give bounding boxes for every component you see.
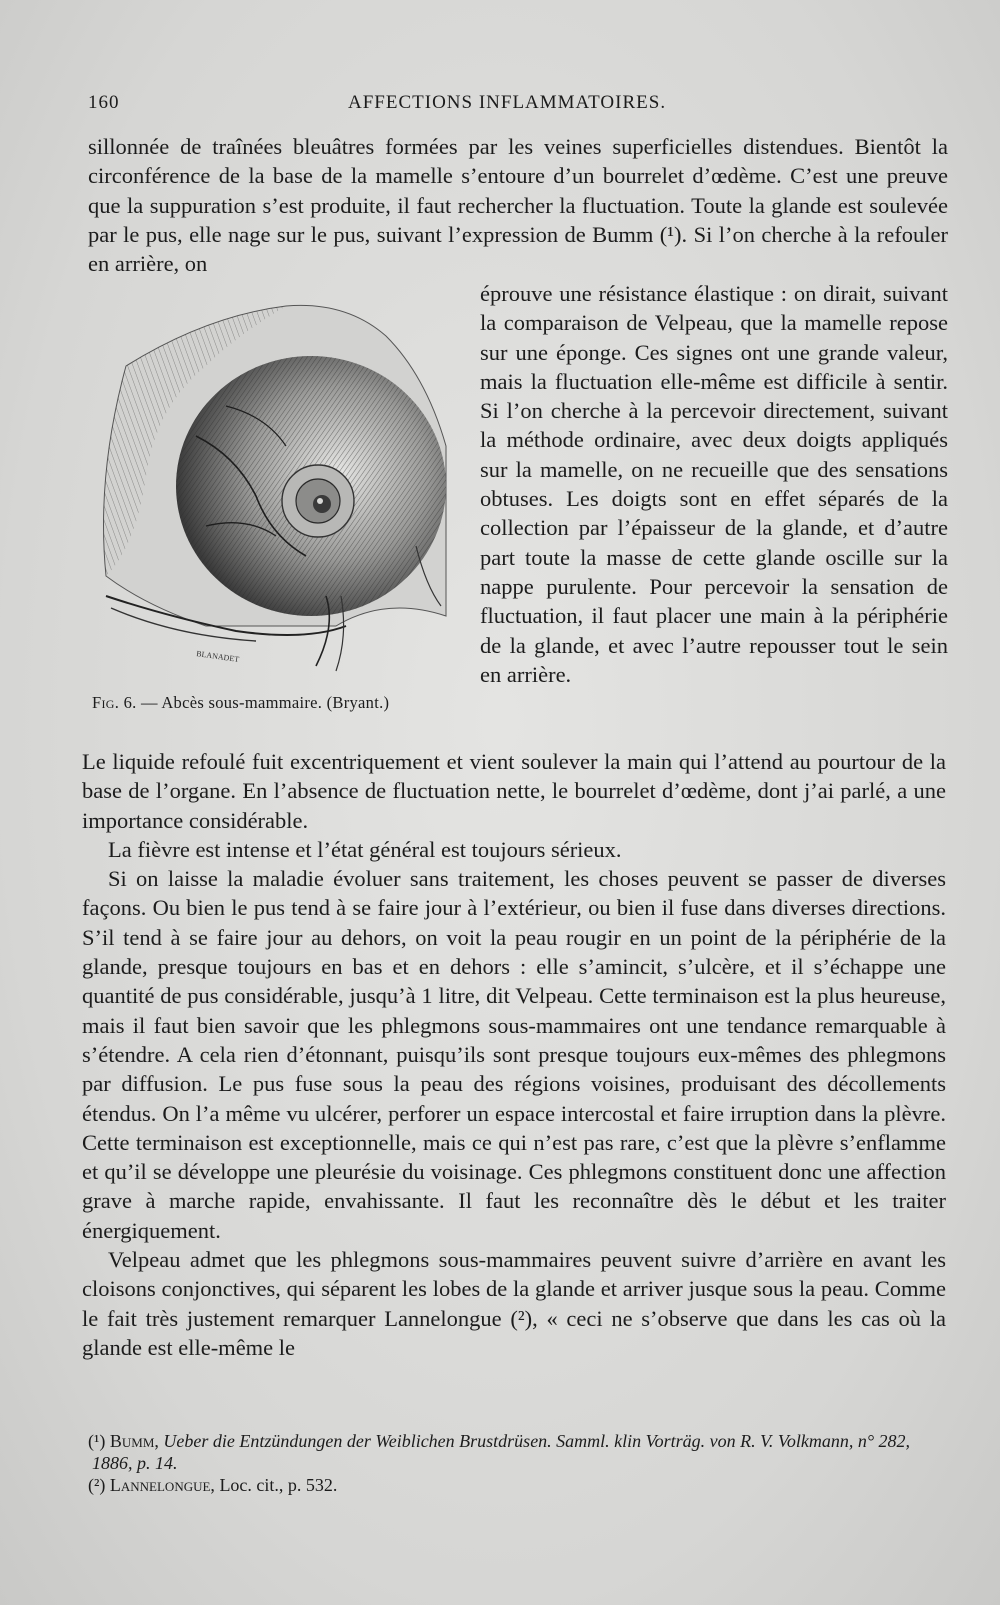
intro-text: sillonnée de traînées bleuâtres formées par les veines superficielles distendues. Bientôt la circonférence de la base de la mamelle s’entoure d’un bourrelet d’œdème. C’est une preuve que la suppuration s’est produite, il faut rechercher la fluctuation. Toute la glande est soulevée par le pus, elle nage sur le pus, suivant l’expression de Bumm (¹). Si l’on cherche à la refouler en arrière, on [88,134,948,277]
footnote-1-text: Ueber die Entzündungen der Weiblichen Brustdrüsen. Samml. klin Vorträg. von R. V. Volkmann, n° 282, 1886, p. 14. [92,1431,911,1473]
footnote-2 [80,1474,950,1496]
figure-label: Fig. 6. [92,693,137,712]
paragraph-4: Velpeau admet que les phlegmons sous-mammaires peuvent suivre d’arrière en avant les cloisons conjonctives, qui séparent les lobes de la glande et arriver jusque sous la peau. Comme le fait très justement remarquer Lannelongue (²), « ceci ne s’observe que dans les cas où la glande est elle-même le [82,1247,946,1360]
wrapped-paragraph [480,279,948,689]
figure-engraving [86,296,458,716]
paragraph-1: Le liquide refoulé fuit excentriquement et vient soulever la main qui l’attend au pourtour de la base de l’organe. En l’absence de fluctuation nette, le bourrelet d’œdème, dont j’ai parlé, a une importance considérable. [82,749,946,833]
breast-abscess-illustration [86,296,458,696]
page-header [88,92,928,122]
running-head: AFFECTIONS INFLAMMATOIRES. [348,92,667,113]
footnote-1-mark: (¹) [88,1431,106,1451]
paragraph-3: Si on laisse la maladie évoluer sans traitement, les choses peuvent se passer de diverses façons. Ou bien le pus tend à se faire jour à l’extérieur, ou bien il fuse dans diverses directions. S’il tend à se faire jour au dehors, on voit la peau rougir en un point de la périphérie de la glande, presque toujours en bas et en dehors : elle s’amincit, s’ulcère, et il s’échappe une quantité de pus considérable, jusqu’à 1 litre, dit Velpeau. Cette terminaison est la plus heureuse, mais il faut bien savoir que les phlegmons sous-mammaires ont une tendance remarquable à s’étendre. A cela rien d’étonnant, puisqu’ils sont presque toujours eux-mêmes des phlegmons par diffusion. Le pus fuse sous la peau des régions voisines, produisant des décollements étendus. On l’a même vu ulcérer, perforer un espace intercostal et faire irruption dans la plèvre. Cette terminaison est exceptionnelle, mais ce qui n’est pas rare, c’est que la plèvre s’enflamme et qu’il se développe une pleurésie du voisinage. Ces phlegmons constituent donc une affection grave à marche rapide, envahissante. Il faut les reconnaître dès le début et les traiter énergiquement. [82,866,946,1243]
figure-caption [92,693,472,713]
footnote-2-mark: (²) [88,1475,106,1495]
main-text [82,747,946,1362]
footnote-1-author: Bumm, [109,1431,159,1451]
footnote-2-text: Loc. cit., p. 532. [214,1475,338,1495]
paragraph-2: La fièvre est intense et l’état général est toujours sérieux. [108,836,622,862]
intro-paragraph [88,132,948,278]
page-number: 160 [88,92,120,113]
footnote-1 [80,1430,950,1474]
footnotes [80,1430,950,1496]
wrapped-text: éprouve une résistance élastique : on dirait, suivant la comparaison de Velpeau, que la mamelle repose sur une éponge. Ces signes ont une grande valeur, mais la fluctuation elle-même est difficile à sentir. Si l’on cherche à la percevoir directement, suivant la méthode ordinaire, avec deux doigts appliqués sur la mamelle, on ne recueille que des sensations obtuses. Les doigts sont en effet séparés de la collection par l’épaisseur de la glande, et d’autre part toute la masse de cette glande oscille sur la nappe purulente. Pour percevoir la sensation de fluctuation, il faut placer une main à la périphérie de la glande, et avec l’autre repousser tout le sein en arrière. [480,281,948,687]
figure-caption-text: — Abcès sous-mammaire. (Bryant.) [136,693,390,712]
engraver-signature: BLANADET [195,649,240,664]
footnote-2-author: Lannelongue, [109,1475,215,1495]
